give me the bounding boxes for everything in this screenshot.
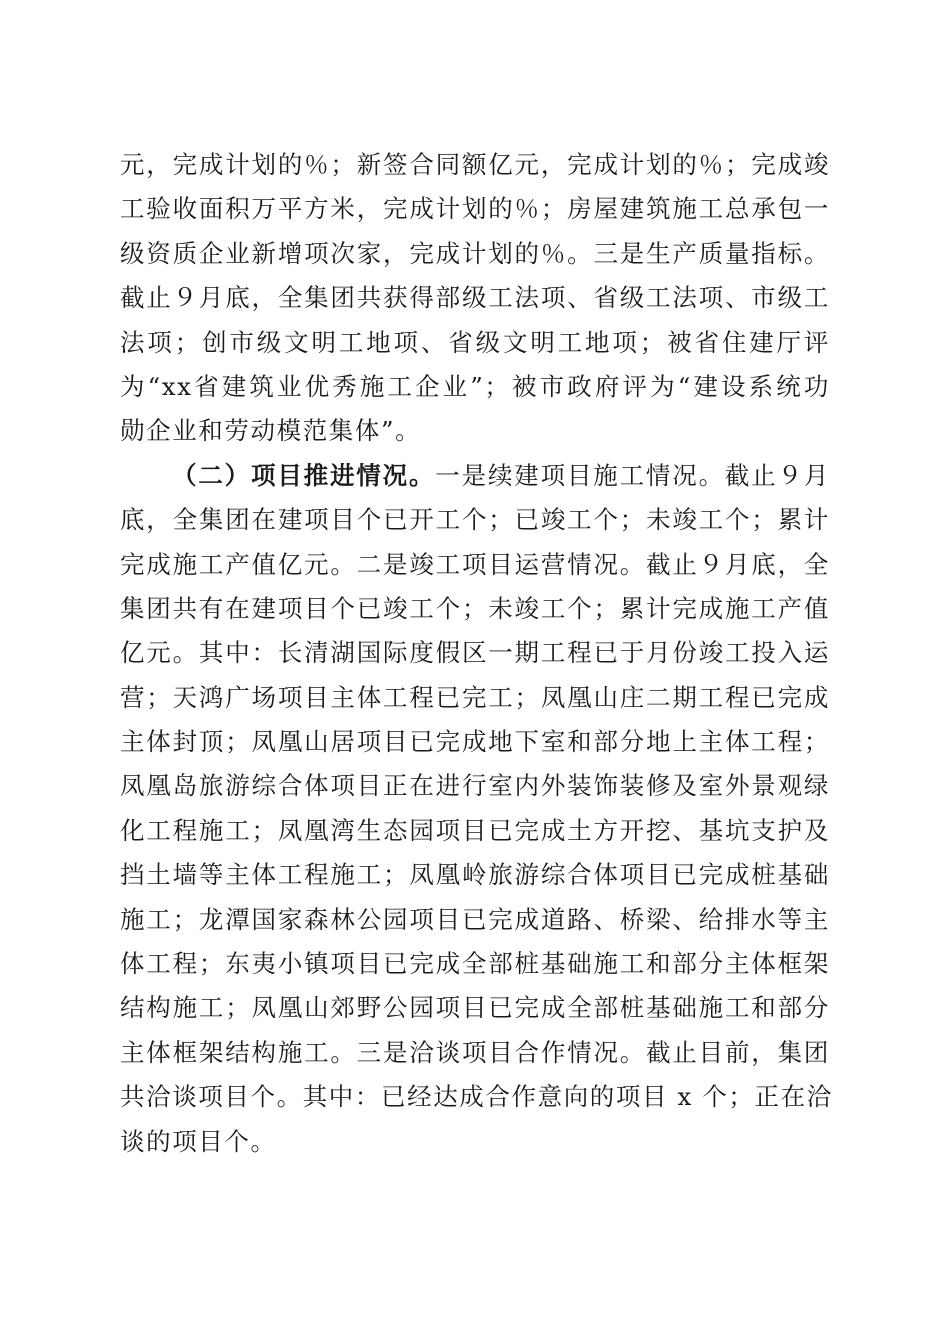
text-line: 施工；龙潭国家森林公园项目已完成道路、桥梁、给排水等主 [120, 904, 830, 934]
text-line: 为“xx省建筑业优秀施工企业”；被市政府评为“建设系统功 [120, 371, 830, 401]
text-line: 元，完成计划的％；新签合同额亿元，完成计划的％；完成竣 [120, 150, 830, 179]
text-line: 截止９月底，全集团共获得部级工法项、省级工法项、市级工 [120, 283, 830, 313]
text-line: 共洽谈项目个。其中：已经达成合作意向的项目 x 个；正在洽 [120, 1082, 833, 1112]
text-line: 集团共有在建项目个已竣工个；未竣工个；累计完成施工产值 [120, 593, 830, 623]
paragraph-project-progress [120, 454, 833, 1164]
text-line: 结构施工；凤凰山郊野公园项目已完成全部桩基础施工和部分 [120, 993, 830, 1023]
text-line: 谈的项目个。 [120, 1126, 277, 1156]
document-body [120, 143, 833, 1164]
text-line: 法项；创市级文明工地项、省级文明工地项；被省住建厅评 [120, 327, 830, 357]
text-line: 凤凰岛旅游综合体项目正在进行室内外装饰装修及室外景观绿 [120, 771, 830, 801]
text-line: 亿元。其中：长清湖国际度假区一期工程已于月份竣工投入运 [120, 638, 830, 668]
paragraph-production-indicators [120, 143, 830, 454]
text-line: 主体框架结构施工。三是洽谈项目合作情况。截止目前，集团 [120, 1037, 830, 1067]
text-line: 级资质企业新增项次家，完成计划的％。三是生产质量指标。 [120, 238, 830, 268]
text-line: 体工程；东夷小镇项目已完成全部桩基础施工和部分主体框架 [120, 949, 830, 979]
text-line: 工验收面积万平方米，完成计划的％；房屋建筑施工总承包一 [120, 194, 830, 224]
text-line: 底，全集团在建项目个已开工个；已竣工个；未竣工个；累计 [120, 505, 830, 535]
text-line: 主体封顶；凤凰山居项目已完成地下室和部分地上主体工程； [120, 727, 830, 757]
text-line: 完成施工产值亿元。二是竣工项目运营情况。截止９月底，全 [120, 549, 830, 579]
text-line [120, 454, 830, 498]
text-line: 勋企业和劳动模范集体”。 [120, 416, 422, 446]
text-line: 挡土墙等主体工程施工；凤凰岭旅游综合体项目已完成桩基础 [120, 860, 830, 890]
text-line: 营；天鸿广场项目主体工程已完工；凤凰山庄二期工程已完成 [120, 682, 830, 712]
section-heading: （二）项目推进情况。 [172, 460, 436, 490]
text-line: 化工程施工；凤凰湾生态园项目已完成土方开挖、基坑支护及 [120, 815, 830, 845]
text-run: 一是续建项目施工情况。截止９月 [435, 460, 831, 490]
